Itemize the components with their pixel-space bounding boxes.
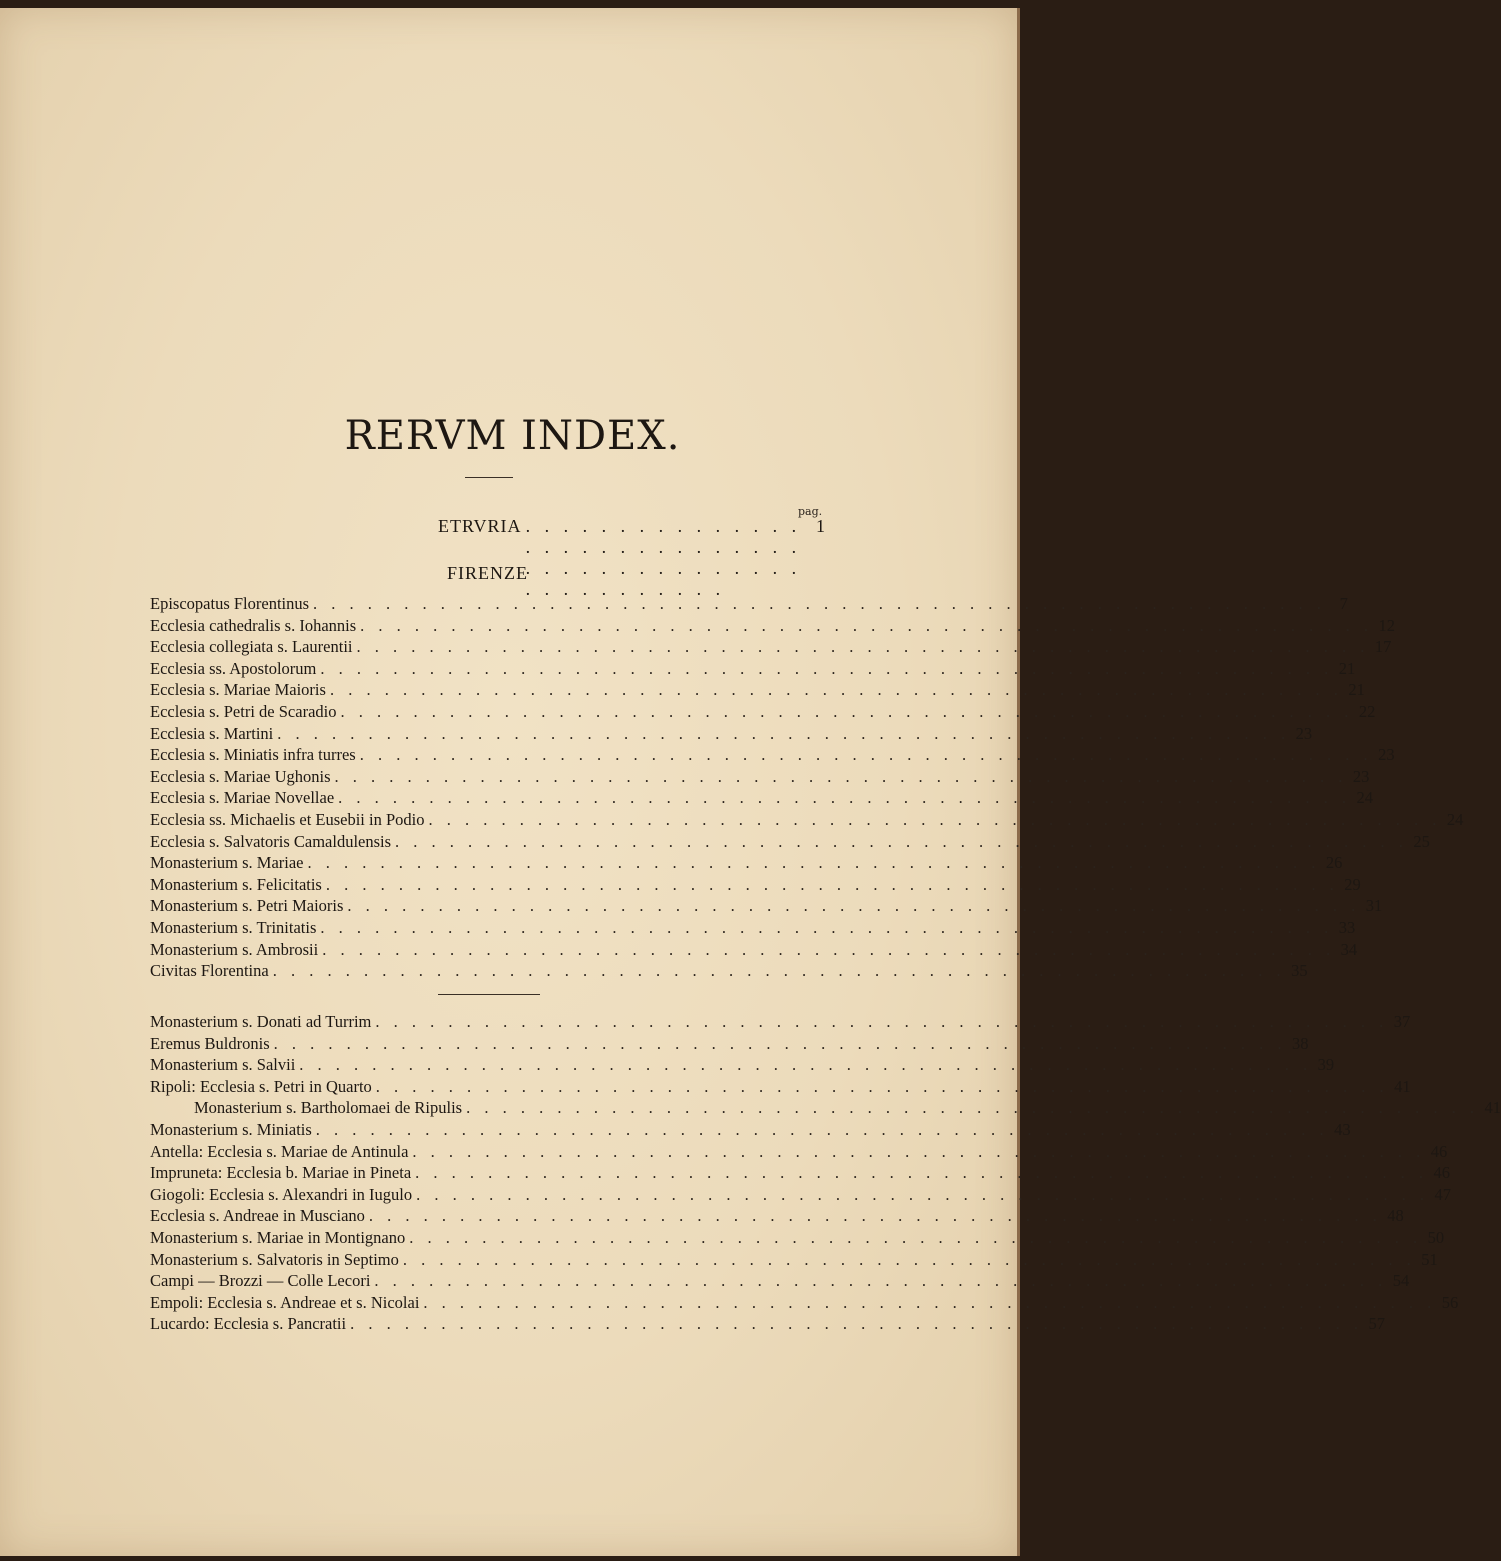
leader-dots: . . . . . . . . . . . . . . . . . . . . . . . . . . . . . . . . . . . . . . . . . . . . . . . . . . . . . . . .	[350, 1314, 1363, 1334]
index-entry	[150, 1249, 1438, 1272]
entry-page: 21	[1348, 680, 1365, 700]
leader-dots: . . . . . . . . . . . . . . . . . . . . . . . . . . . . . . . . . . . . . . . . . . . . . . . . . . . . . . . .	[409, 1227, 1423, 1247]
entry-label: Antella: Ecclesia s. Mariae de Antinula	[150, 1141, 409, 1161]
firenze-index-list	[150, 594, 1464, 983]
index-entry	[150, 1098, 1501, 1120]
entry-label: Lucardo: Ecclesia s. Pancratii	[150, 1314, 347, 1334]
leader-dots: . . . . . . . . . . . . . . . . . . . . . . . . . . . . . . . . . . . . . . . . . . . . . . . . . . . . . . . .	[412, 1141, 1426, 1161]
entry-label: Monasterium s. Salvii	[150, 1055, 296, 1075]
index-entry	[150, 1314, 1385, 1336]
title-divider	[465, 477, 513, 478]
index-entry	[150, 896, 1383, 918]
entry-label: Ecclesia s. Martini	[150, 723, 274, 743]
entry-page: 23	[1378, 745, 1395, 765]
index-entry	[150, 1055, 1335, 1077]
other-index-list	[150, 1012, 1501, 1336]
entry-page: 56	[1441, 1292, 1459, 1312]
entry-label: Monasterium s. Salvatoris in Septimo	[150, 1249, 399, 1269]
leader-dots: . . . . . . . . . . . . . . . . . . . . . . . . . . . . . . . . . . . . . . . . . . . . . . . . . . . . . . . .	[329, 680, 1343, 700]
entry-label: Monasterium s. Felicitatis	[150, 874, 322, 894]
index-entry	[150, 1206, 1404, 1228]
leader-dots: . . . . . . . . . . . . . . . . . . . . . . . . . . . . . . . . . . . . . . . . . . . . . . . . . . . . . . . .	[325, 874, 1339, 894]
entry-label: Empoli: Ecclesia s. Andreae et s. Nicolai	[150, 1292, 420, 1312]
entry-label: Ripoli: Ecclesia s. Petri in Quarto	[150, 1076, 372, 1096]
entry-label: Ecclesia ss. Michaelis et Eusebii in Podio	[150, 809, 425, 829]
leader-dots: . . . . . . . . . . . . . . . . . . . . . . . . . . . . . . . . . . . . . . . . . . . . . . . . . . . . . . . .	[375, 1076, 1389, 1096]
entry-label: Ecclesia s. Miniatis infra turres	[150, 745, 356, 765]
leader-dots: . . . . . . . . . . . . . . . . . . . . . . . . . . . . . . . . . . . . . . . . . . . . . . . . . . . . . . . .	[313, 594, 1326, 613]
index-entry	[150, 615, 1396, 638]
index-entry	[150, 809, 1464, 832]
index-entry	[150, 961, 1308, 983]
entry-label: Ecclesia s. Andreae in Musciano	[150, 1206, 365, 1226]
entry-page: 39	[1317, 1055, 1335, 1075]
index-entry	[150, 1033, 1309, 1056]
index-entry	[150, 788, 1374, 810]
entry-label: Ecclesia ss. Apostolorum	[150, 658, 317, 678]
entry-page: 25	[1413, 831, 1430, 851]
entry-label: Monasterium s. Mariae	[150, 853, 304, 873]
entry-page: 37	[1393, 1012, 1411, 1031]
entry-label: Monasterium s. Petri Maioris	[150, 896, 344, 916]
entry-page: 7	[1339, 594, 1348, 613]
entry-page: 57	[1368, 1314, 1385, 1334]
leader-dots: . . . . . . . . . . . . . . . . . . . . . . . . . . . . . . . . . . . . . . . . . . . . . . . . . . . . . . . .	[395, 831, 1408, 851]
entry-page: 12	[1378, 615, 1396, 635]
entry-page: 35	[1291, 961, 1308, 981]
leader-dots: . . . . . . . . . . . . . . . . . . . . . . . . . . . . . . . . . . . . . . . . . . . . . . . . . . . . . . . .	[277, 723, 1291, 743]
entry-page: 46	[1430, 1141, 1448, 1161]
entry-page: 50	[1427, 1227, 1445, 1247]
entry-page: 34	[1340, 939, 1358, 959]
index-entry	[150, 1012, 1411, 1034]
index-entry	[150, 917, 1356, 940]
etruria-label: ETRVRIA	[438, 516, 522, 536]
entry-label: Monasterium s. Ambrosii	[150, 939, 319, 959]
entry-label: Ecclesia s. Salvatoris Camaldulensis	[150, 831, 392, 851]
index-entry	[150, 1227, 1445, 1250]
entry-page: 23	[1295, 723, 1313, 743]
entry-page: 17	[1374, 637, 1392, 657]
entry-label: Monasterium s. Trinitatis	[150, 917, 317, 937]
index-entry	[150, 1184, 1451, 1207]
index-entry	[150, 1292, 1459, 1315]
book-page	[0, 8, 1501, 1556]
leader-dots: . . . . . . . . . . . . . . . . . . . . . . . . . . . . . . . . . . . . . . . . . . . . . . . . . . . . . . . .	[338, 788, 1352, 808]
index-entry	[150, 831, 1430, 854]
page-column-label: pag.	[798, 505, 823, 518]
entry-label: Civitas Florentina	[150, 961, 269, 981]
leader-dots: . . . . . . . . . . . . . . . . . . . . . . . . . . . . . . . . . . . . . . . . . . . . . . . . . . . . . . . .	[299, 1055, 1313, 1075]
leader-dots: . . . . . . . . . . . . . . . . . . . . . . . . . . . . . . . . . . . . . . . . . . . . . . . . . . . . . . . .	[315, 1119, 1329, 1139]
entry-page: 43	[1334, 1119, 1351, 1139]
entry-label: Ecclesia s. Mariae Ughonis	[150, 766, 331, 786]
entry-label: Monasterium s. Mariae in Montignano	[150, 1227, 406, 1247]
page-title: RERVM INDEX.	[344, 413, 681, 459]
entry-page: 47	[1434, 1184, 1451, 1204]
index-entry	[150, 874, 1361, 897]
entry-label: Ecclesia s. Mariae Novellae	[150, 788, 335, 808]
entry-label: Campi — Brozzi — Colle Lecori	[150, 1271, 371, 1291]
entry-page: 48	[1387, 1206, 1404, 1226]
index-entry	[150, 1076, 1411, 1099]
leader-dots: . . . . . . . . . . . . . . . . . . . . . . . . . . . . . . . . . . . . . . . . . . . . . . . . . . . . . . . .	[320, 658, 1334, 678]
index-entry	[150, 745, 1395, 767]
entry-label: Monasterium s. Miniatis	[150, 1119, 312, 1139]
entry-label: Monasterium s. Bartholomaei de Ripulis	[194, 1098, 463, 1118]
entry-page: 51	[1421, 1249, 1438, 1269]
entry-page: 41	[1484, 1098, 1501, 1118]
leader-dots: . . . . . . . . . . . . . . . . . . . . . . . . . . . . . . . . . . . . . . . . . . . . . . . . . . . . . . . .	[402, 1249, 1416, 1269]
entry-page: 54	[1392, 1271, 1410, 1291]
entry-page: 46	[1433, 1163, 1451, 1183]
entry-label: Ecclesia s. Mariae Maioris	[150, 680, 326, 700]
entry-page: 24	[1356, 788, 1374, 808]
entry-page: 38	[1292, 1033, 1309, 1053]
leader-dots: . . . . . . . . . . . . . . . . . . . . . . . . . . . . . . . . . . . . . . . . . . . . . . . . . . . . . . . .	[340, 701, 1354, 721]
entry-label: Ecclesia cathedralis s. Iohannis	[150, 615, 357, 635]
entry-label: Monasterium s. Donati ad Turrim	[150, 1012, 372, 1031]
leader-dots: . . . . . . . . . . . . . . . . . . . . . . . . . . . . . . . . . . . . . . . . . . . . . . . . . . . . . . . .	[360, 615, 1374, 635]
leader-dots: . . . . . . . . . . . . . . . . . . . . . . . . . . . . . . . . . . . . . . . . . . . . . . . . . . . . . . . .	[525, 516, 802, 599]
entry-page: 22	[1358, 701, 1376, 721]
entry-label: Giogoli: Ecclesia s. Alexandri in Iugulo	[150, 1184, 413, 1204]
leader-dots: . . . . . . . . . . . . . . . . . . . . . . . . . . . . . . . . . . . . . . . . . . . . . . . . . . . . . . . .	[466, 1098, 1479, 1118]
entry-page: 24	[1446, 809, 1464, 829]
entry-page: 21	[1338, 658, 1356, 678]
index-entry	[150, 939, 1358, 962]
etruria-page: 1	[816, 516, 826, 536]
index-entry	[150, 1119, 1351, 1142]
leader-dots: . . . . . . . . . . . . . . . . . . . . . . . . . . . . . . . . . . . . . . . . . . . . . . . . . . . . . . . .	[322, 939, 1336, 959]
leader-dots: . . . . . . . . . . . . . . . . . . . . . . . . . . . . . . . . . . . . . . . . . . . . . . . . . . . . . . . .	[356, 637, 1370, 657]
entry-label: Episcopatus Florentinus	[150, 594, 310, 613]
entry-label: Eremus Buldronis	[150, 1033, 270, 1053]
leader-dots: . . . . . . . . . . . . . . . . . . . . . . . . . . . . . . . . . . . . . . . . . . . . . . . . . . . . . . . .	[375, 1012, 1389, 1031]
leader-dots: . . . . . . . . . . . . . . . . . . . . . . . . . . . . . . . . . . . . . . . . . . . . . . . . . . . . . . . .	[334, 766, 1348, 786]
index-entry	[150, 658, 1356, 681]
index-entry	[150, 853, 1343, 875]
entry-page: 29	[1344, 874, 1361, 894]
leader-dots: . . . . . . . . . . . . . . . . . . . . . . . . . . . . . . . . . . . . . . . . . . . . . . . . . . . . . . . .	[347, 896, 1361, 916]
entry-label: Ecclesia s. Petri de Scaradio	[150, 701, 337, 721]
index-entry	[150, 1141, 1448, 1164]
leader-dots: . . . . . . . . . . . . . . . . . . . . . . . . . . . . . . . . . . . . . . . . . . . . . . . . . . . . . . . .	[368, 1206, 1382, 1226]
entry-page: 41	[1394, 1076, 1411, 1096]
section-divider	[438, 994, 540, 995]
leader-dots: . . . . . . . . . . . . . . . . . . . . . . . . . . . . . . . . . . . . . . . . . . . . . . . . . . . . . . . .	[428, 809, 1442, 829]
index-entry	[150, 766, 1370, 789]
leader-dots: . . . . . . . . . . . . . . . . . . . . . . . . . . . . . . . . . . . . . . . . . . . . . . . . . . . . . . . .	[272, 961, 1286, 981]
leader-dots: . . . . . . . . . . . . . . . . . . . . . . . . . . . . . . . . . . . . . . . . . . . . . . . . . . . . . . . .	[416, 1184, 1429, 1204]
leader-dots: . . . . . . . . . . . . . . . . . . . . . . . . . . . . . . . . . . . . . . . . . . . . . . . . . . . . . . . .	[320, 917, 1334, 937]
leader-dots: . . . . . . . . . . . . . . . . . . . . . . . . . . . . . . . . . . . . . . . . . . . . . . . . . . . . . . . .	[359, 745, 1373, 765]
index-entry	[150, 637, 1392, 659]
entry-label: Ecclesia collegiata s. Laurentii	[150, 637, 353, 657]
index-entry	[150, 680, 1365, 702]
leader-dots: . . . . . . . . . . . . . . . . . . . . . . . . . . . . . . . . . . . . . . . . . . . . . . . . . . . . . . . .	[307, 853, 1321, 873]
index-entry	[150, 701, 1376, 724]
index-entry	[150, 1163, 1451, 1185]
entry-page: 26	[1325, 853, 1343, 873]
entry-page: 23	[1352, 766, 1370, 786]
entry-page: 31	[1365, 896, 1383, 916]
leader-dots: . . . . . . . . . . . . . . . . . . . . . . . . . . . . . . . . . . . . . . . . . . . . . . . . . . . . . . . .	[423, 1292, 1437, 1312]
entry-label: Impruneta: Ecclesia b. Mariae in Pineta	[150, 1163, 412, 1183]
leader-dots: . . . . . . . . . . . . . . . . . . . . . . . . . . . . . . . . . . . . . . . . . . . . . . . . . . . . . . . .	[415, 1163, 1429, 1183]
index-entry	[150, 1271, 1410, 1293]
section-heading-firenze: FIRENZE	[447, 563, 528, 583]
leader-dots: . . . . . . . . . . . . . . . . . . . . . . . . . . . . . . . . . . . . . . . . . . . . . . . . . . . . . . . .	[273, 1033, 1287, 1053]
index-entry	[150, 594, 1348, 616]
index-entry	[150, 723, 1313, 746]
leader-dots: . . . . . . . . . . . . . . . . . . . . . . . . . . . . . . . . . . . . . . . . . . . . . . . . . . . . . . . .	[374, 1271, 1388, 1291]
entry-page: 33	[1338, 917, 1356, 937]
